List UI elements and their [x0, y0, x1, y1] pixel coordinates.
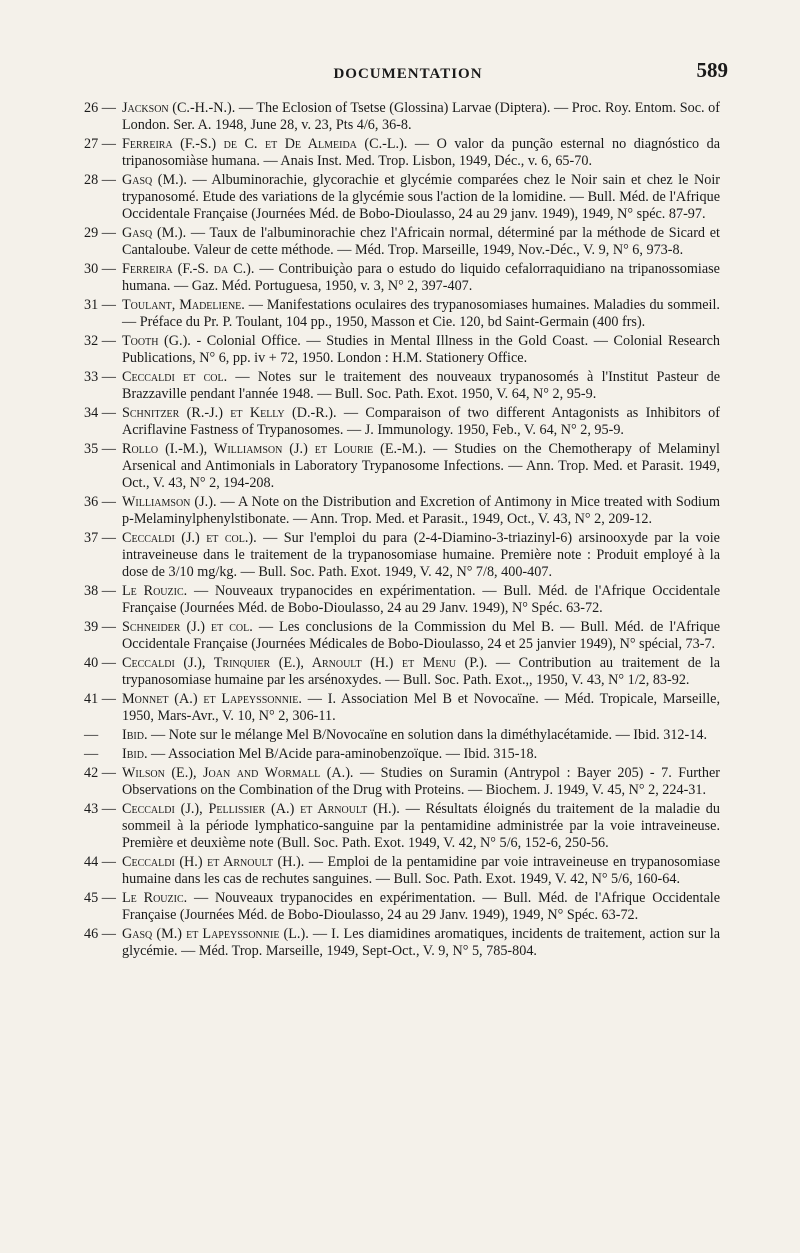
entry-citation: — Taux de l'albuminorachie chez l'Africain normal, déterminé par la méthode de Sicard et Cantaloube. Valeur de cette méthode. — Méd. Trop. Marseille, 1949, Nov.-Déc., V. 9, N° 6, 973-8.: [122, 225, 720, 258]
entry-number: 44 —: [84, 854, 116, 870]
entry-number: 42 —: [84, 765, 116, 781]
entry-number: 38 —: [84, 583, 116, 599]
entry-author: Ceccaldi et col.: [122, 369, 228, 385]
entry-citation: — Résultats éloignés du traitement de la maladie du sommeil à la période lymphatico-sanguine par la pentamidine administrée par la voie intraveineuse. Première et deuxième note (Bull. Soc. Path. Exot. 1949, V. 42, N° 5/6, 152-6, 250-56.: [122, 801, 720, 851]
entry-author: Le Rouzic.: [122, 583, 188, 599]
entry-citation: — Association Mel B/Acide para-aminobenzoïque. — Ibid. 315-18.: [147, 746, 538, 762]
entry-author: Schnitzer (R.-J.) et Kelly (D.-R.).: [122, 405, 337, 421]
entry-citation: — Comparaison of two different Antagonists as Inhibitors of Acriflavine Fastness of Trypanosomes. — J. Immunology. 1950, Feb., V. 64, N° 2, 95-9.: [122, 405, 720, 438]
entry-number: 29 —: [84, 225, 116, 241]
bibliography-entry: [84, 405, 720, 439]
entry-number: 31 —: [84, 297, 116, 313]
bibliography-entry: [84, 333, 720, 367]
entry-citation: — Studies on the Chemotherapy of Melaminyl Arsenical and Antimonials in Laboratory Trypanosome Infections. — Ann. Trop. Med. et Parasit. 1949, Oct., V. 43, N° 2, 194-208.: [122, 441, 720, 491]
entry-author: Gasq (M.).: [122, 225, 187, 241]
bibliography-entry: [84, 494, 720, 528]
entry-citation: — Note sur le mélange Mel B/Novocaïne en solution dans la diméthylacétamide. — Ibid. 312-14.: [147, 727, 707, 743]
entry-author: Tooth (G.).: [122, 333, 191, 349]
entry-number: 28 —: [84, 172, 116, 188]
entry-author: Ferreira (F.-S.) de C. et De Almeida (C.-L.).: [122, 136, 408, 152]
entry-author: Ceccaldi (H.) et Arnoult (H.).: [122, 854, 305, 870]
bibliography-entry: [84, 765, 720, 799]
entry-author: Monnet (A.) et Lapeyssonnie.: [122, 691, 302, 707]
page-header: [88, 58, 728, 88]
entry-number: 30 —: [84, 261, 116, 277]
bibliography-entry: [84, 261, 720, 295]
entry-citation: — A Note on the Distribution and Excretion of Antimony in Mice treated with Sodium p-Melaminylphenylstibonate. — Ann. Trop. Med. et Parasit., 1949, Oct., V. 43, N° 2, 209-12.: [122, 494, 721, 527]
bibliography-entry: [84, 136, 720, 170]
entry-number: 26 —: [84, 100, 116, 116]
entry-number: 36 —: [84, 494, 116, 510]
bibliography-list: [84, 100, 720, 962]
entry-citation: — I. Les diamidines aromatiques, incidents de traitement, action sur la glycémie. — Méd. Trop. Marseille, 1949, Sept-Oct., V. 9, N° 5, 785-804.: [122, 926, 720, 959]
entry-number: 37 —: [84, 530, 116, 546]
bibliography-entry: [84, 225, 720, 259]
entry-author: Le Rouzic.: [122, 890, 188, 906]
bibliography-entry: [84, 890, 720, 924]
bibliography-entry: [84, 691, 720, 725]
entry-citation: — The Eclosion of Tsetse (Glossina) Larvae (Diptera). — Proc. Roy. Entom. Soc. of London. Ser. A. 1948, June 28, v. 23, Pts 4/6, 36-8.: [122, 100, 721, 133]
entry-number: 40 —: [84, 655, 116, 671]
entry-citation: — Manifestations oculaires des trypanosomiases humaines. Maladies du sommeil. — Préface du Pr. P. Toulant, 104 pp., 1950, Masson et Cie. 120, bd Saint-Germain (400 frs).: [122, 297, 720, 330]
running-title: DOCUMENTATION: [333, 66, 483, 82]
bibliography-entry: [84, 530, 720, 581]
entry-author: Gasq (M.).: [122, 172, 187, 188]
entry-number: 32 —: [84, 333, 116, 349]
entry-author: Rollo (I.-M.), Williamson (J.) et Lourie (E.-M.).: [122, 441, 427, 457]
entry-citation: — Contribuiçào para o estudo do liquido cefalorraquidiano na tripanossomiase humana. — Gaz. Méd. Portuguesa, 1950, v. 3, N° 2, 397-407.: [122, 261, 720, 294]
entry-number: 33 —: [84, 369, 116, 385]
bibliography-entry: [84, 369, 720, 403]
bibliography-entry: [84, 100, 720, 134]
entry-citation: — Albuminorachie, glycorachie et glycémie comparées chez le Noir sain et chez le Noir trypanosomé. Etude des variations de la glycémie sous l'action de la lomidine. — Bull. Méd. de l'Afrique Occidentale Française (Journées Méd. de Bobo-Dioulasso, 24 au 29 janv. 1949), 1949, N° spéc. 87-97.: [122, 172, 720, 222]
entry-citation: — Nouveaux trypanocides en expérimentation. — Bull. Méd. de l'Afrique Occidentale Française (Journées Méd. de Bobo-Dioulasso, 24 au 29 Janv. 1949), 1949, N° Spéc. 63-72.: [122, 890, 720, 923]
bibliography-entry: [84, 655, 720, 689]
entry-author: Williamson (J.).: [122, 494, 217, 510]
entry-author: Ceccaldi (J.), Trinquier (E.), Arnoult (H.) et Menu (P.).: [122, 655, 488, 671]
entry-number: 34 —: [84, 405, 116, 421]
bibliography-entry: [84, 583, 720, 617]
entry-citation: — Emploi de la pentamidine par voie intraveineuse en trypanosomiase humaine dans les cas de rechutes sanguines. — Bull. Soc. Path. Exot. 1949, V. 42, N° 5/6, 160-64.: [122, 854, 720, 887]
entry-number: 27 —: [84, 136, 116, 152]
entry-citation: — Nouveaux trypanocides en expérimentation. — Bull. Méd. de l'Afrique Occidentale Française (Journées Méd. de Bobo-Dioulasso, 24 au 29 Janv. 1949), N° Spéc. 63-72.: [122, 583, 720, 616]
entry-number: 45 —: [84, 890, 116, 906]
entry-number: 43 —: [84, 801, 116, 817]
bibliography-entry: [84, 746, 720, 763]
bibliography-entry: [84, 727, 720, 744]
entry-author: Schneider (J.) et col.: [122, 619, 253, 635]
entry-number: 39 —: [84, 619, 116, 635]
entry-citation: — Sur l'emploi du para (2-4-Diamino-3-triazinyl-6) arsinooxyde par la voie intraveineuse dans le traitement de la trypanosomiase humaine. Première note : Produit employé à la dose de 3/10 mg/kg. — Bull. Soc. Path. Exot. 1949, V. 42, N° 7/8, 400-407.: [122, 530, 720, 580]
bibliography-entry: [84, 619, 720, 653]
entry-citation: - Colonial Office. — Studies in Mental Illness in the Gold Coast. — Colonial Research Publications, N° 6, pp. iv + 72, 1950. London : H.M. Stationery Office.: [122, 333, 720, 366]
entry-citation: — Les conclusions de la Commission du Mel B. — Bull. Méd. de l'Afrique Occidentale Française (Journées Médicales de Bobo-Dioulasso, 24 et 25 janvier 1949), N° spécial, 73-7.: [122, 619, 720, 652]
bibliography-entry: [84, 297, 720, 331]
entry-author: Ibid.: [122, 746, 148, 762]
entry-author: Ceccaldi (J.), Pellissier (A.) et Arnoult (H.).: [122, 801, 400, 817]
entry-author: Ceccaldi (J.) et col.).: [122, 530, 257, 546]
entry-author: Wilson (E.), Joan and Wormall (A.).: [122, 765, 354, 781]
entry-number: 41 —: [84, 691, 116, 707]
bibliography-entry: [84, 441, 720, 492]
entry-number: —: [84, 727, 99, 743]
entry-author: Ibid.: [122, 727, 148, 743]
entry-number: 46 —: [84, 926, 116, 942]
entry-author: Toulant, Madeliene.: [122, 297, 245, 313]
entry-citation: — Notes sur le traitement des nouveaux trypanosomés à l'Institut Pasteur de Brazzaville pendant l'année 1948. — Bull. Soc. Path. Exot. 1950, V. 64, N° 2, 95-9.: [122, 369, 721, 402]
entry-number: 35 —: [84, 441, 116, 457]
entry-author: Jackson (C.-H.-N.).: [122, 100, 236, 116]
entry-citation: — I. Association Mel B et Novocaïne. — Méd. Tropicale, Marseille, 1950, Mars-Avr., V. 10, N° 2, 306-11.: [122, 691, 720, 724]
entry-number: —: [84, 746, 99, 762]
page-number: 589: [696, 58, 728, 82]
bibliography-entry: [84, 172, 720, 223]
bibliography-entry: [84, 801, 720, 852]
entry-citation: — Contribution au traitement de la trypanosomiase humaine par les arsénoxydes. — Bull. Soc. Path. Exot.,, 1950, V. 43, N° 1/2, 83-92.: [122, 655, 720, 688]
entry-citation: — Studies on Suramin (Antrypol : Bayer 205) - 7. Further Observations on the Combination of the Drug with Proteins. — Biochem. J. 1949, V. 45, N° 2, 224-31.: [122, 765, 720, 798]
bibliography-entry: [84, 854, 720, 888]
entry-author: Ferreira (F.-S. da C.).: [122, 261, 255, 277]
entry-citation: — O valor da punção esternal no diagnóstico da tripanosomiàse humana. — Anais Inst. Med. Trop. Lisbon, 1949, Déc., v. 6, 65-70.: [122, 136, 721, 169]
bibliography-entry: [84, 926, 720, 960]
entry-author: Gasq (M.) et Lapeyssonnie (L.).: [122, 926, 309, 942]
